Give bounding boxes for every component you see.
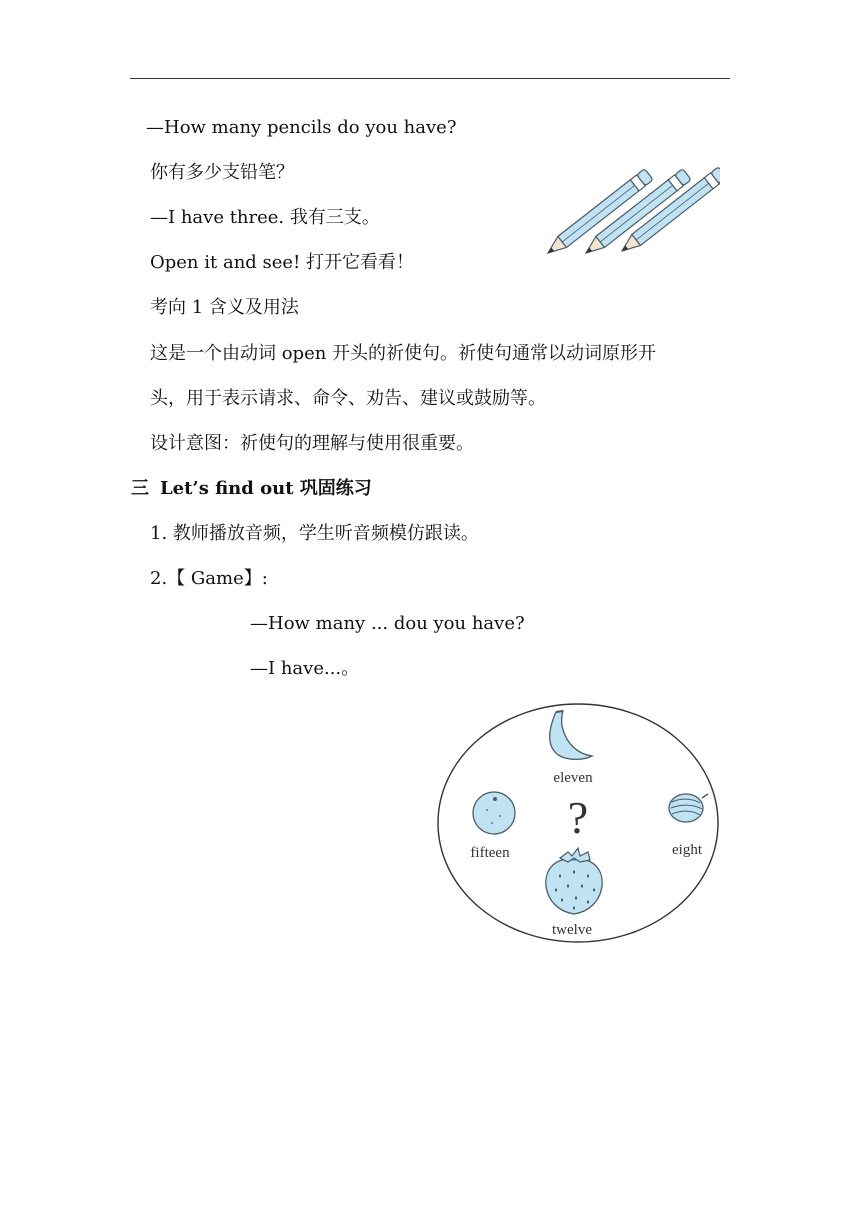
dialogue-answer: —I have...。 <box>250 658 360 679</box>
watermelon-icon <box>669 794 708 822</box>
explanation-line-1: 这是一个由动词 open 开头的祈使句。祈使句通常以动词原形开 <box>150 343 657 364</box>
open-line: Open it and see! 打开它看看！ <box>150 252 415 273</box>
question-translation: 你有多少支铅笔？ <box>150 162 294 183</box>
banana-icon <box>550 711 592 759</box>
label-twelve: twelve <box>552 922 592 938</box>
section-marker: 三 <box>131 478 149 499</box>
explanation-line-2: 头，用于表示请求、命令、劝告、建议或鼓励等。 <box>150 388 546 409</box>
section-title: Let’s find out 巩固练习 <box>160 478 372 499</box>
question-mark: ? <box>567 792 589 843</box>
orange-icon <box>473 792 515 834</box>
kaoxiang-heading: 考向 1 含义及用法 <box>150 297 299 318</box>
step-2: 2.【 Game】: <box>150 568 268 589</box>
game-circle-figure <box>432 700 732 948</box>
pencils-illustration <box>540 148 720 258</box>
header-rule <box>130 78 730 79</box>
dialogue-question: —How many ... dou you have? <box>250 613 525 634</box>
label-eleven: eleven <box>553 770 593 786</box>
strawberry-icon <box>546 848 602 914</box>
design-intent: 设计意图：祈使句的理解与使用很重要。 <box>150 433 474 454</box>
step-1: 1. 教师播放音频，学生听音频模仿跟读。 <box>150 523 479 544</box>
label-eight: eight <box>672 842 702 858</box>
answer-line: —I have three. 我有三支。 <box>150 207 380 228</box>
label-fifteen: fifteen <box>470 845 510 861</box>
question-line: —How many pencils do you have? <box>146 117 457 138</box>
